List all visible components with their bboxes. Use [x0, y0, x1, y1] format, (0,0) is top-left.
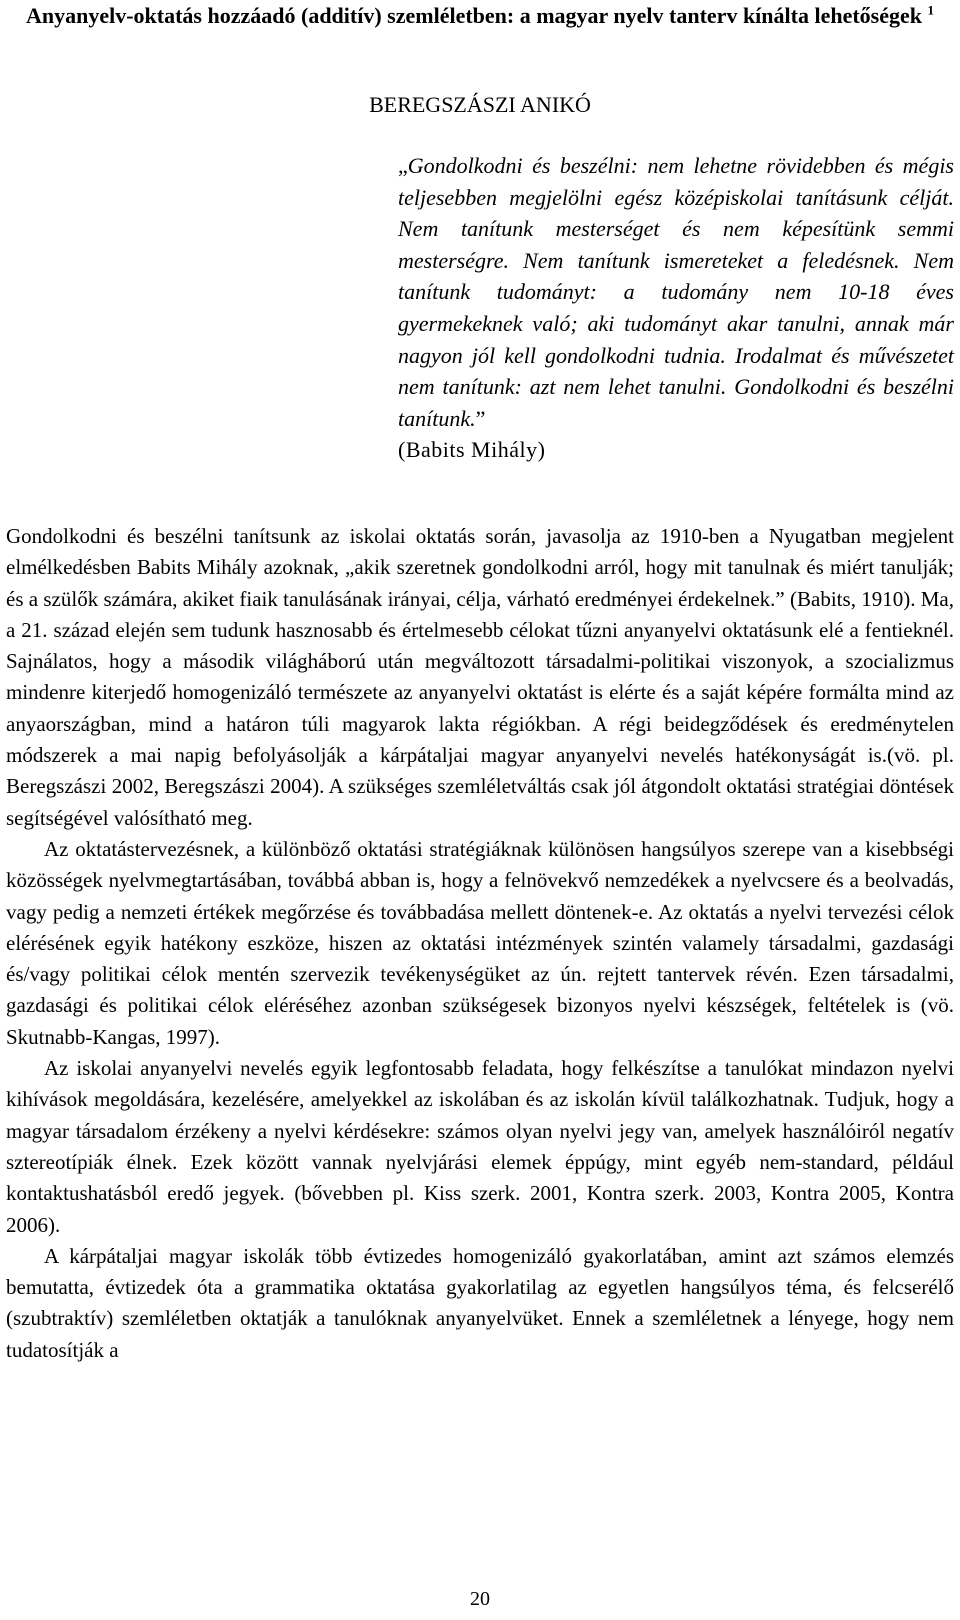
page-number: 20 — [470, 1588, 490, 1610]
footnote-marker[interactable]: 1 — [927, 2, 935, 18]
document-title — [6, 0, 954, 31]
paragraph-3: Az iskolai anyanyelvi nevelés egyik legfontosabb feladata, hogy felkészítse a tanulókat mindazon nyelvi kihívások megoldására, kezelésére, amelyekkel az iskolában és az iskolán kívül találkozhatnak. Tudjuk, hogy a magyar társadalom érzékeny a nyelvi kérdésekre: számos olyan nyelvi jegy van, amelyek használóiról negatív sztereotípiák élnek. Ezek között vannak nyelvjárási elemek éppúgy, mint egyéb nem-standard, például kontaktushatásból eredő jegyek. (bővebben pl. Kiss szerk. 2001, Kontra szerk. 2003, Kontra 2005, Kontra 2006). — [6, 1056, 954, 1237]
epigraph-source: (Babits Mihály) — [398, 437, 546, 463]
epigraph-open-quote: „ — [398, 153, 408, 178]
epigraph-close-quote: ” — [475, 405, 486, 431]
paragraph-4: A kárpátaljai magyar iskolák több évtizedes homogenizáló gyakorlatában, amint azt számos elemzés bemutatta, évtizedek óta a grammatika oktatása gyakorlatilag az egyetlen hangsúlyos téma, és felcserélő (szubtraktív) szemléletben oktatják a tanulóknak anyanyelvüket. Ennek a szemléletnek a lényege, hogy nem tudatosítják a — [6, 1243, 954, 1362]
epigraph — [398, 150, 954, 466]
paragraph-2: Az oktatástervezésnek, a különböző oktatási stratégiáknak különösen hangsúlyos szerepe van a kisebbségi közösségek nyelvmegtartásában, továbbá abban is, hogy a felnövekvő nemzedékek a nyelvcsere és a beolvadás, vagy pedig a nemzeti értékek megőrzése és továbbadása mellett döntenek-e. Az oktatás a nyelvi tervezési célok elérésének egyik hatékony eszköze, hiszen az oktatási intézmények szintén valamely társadalmi, gazdasági és/vagy politikai célok mentén szervezik tevékenységüket az ún. rejtett tantervek révén. Ezen társadalmi, gazdasági és politikai célok eléréséhez azonban szükségesek bizonyos nyelvi készségek, feltételek is (vö. Skutnabb-Kangas, 1997). — [6, 836, 954, 1049]
epigraph-text: Gondolkodni és beszélni: nem lehetne rövidebben és mégis teljesebben megjelölni egész középiskolai tanításunk célját. Nem tanítunk mesterséget és nem képesítünk semmi mesterségre. Nem tanítunk ismereteket a feledésnek. Nem tanítunk tudományt: a tudomány nem 10-18 éves gyermekeknek való; aki tudományt akar tanulni, annak már nagyon jól kell gondolkodni tudnia. Irodalmat és művészetet nem tanítunk: azt nem lehet tanulni. Gondolkodni és beszélni tanítunk. — [398, 153, 954, 431]
author-name: BEREGSZÁSZI ANIKÓ — [369, 92, 591, 117]
paragraph-1: Gondolkodni és beszélni tanítsunk az iskolai oktatás során, javasolja az 1910-ben a Nyugatban megjelent elmélkedésben Babits Mihály azoknak, „akik szeretnek gondolkodni arról, hogy mit tanulnak és miért tanulják; és a szülők számára, akiket fiaik tanulásának irányai, célja, várható eredményei érdekelnek.” (Babits, 1910). Ma, a 21. század elején sem tudunk hasznosabb és értelmesebb célokat tűzni anyanyelvi oktatásunk elé a fentieknél. Sajnálatos, hogy a második világháború után megváltozott társadalmi-politikai viszonyok, a szocializmus mindenre kiterjedő homogenizáló természete az anyanyelvi oktatást is elérte és a saját képére formálta mind az anyaországban, mind a határon túli magyarok lakta régiókban. A régi beidegződések és eredménytelen módszerek a mai napig befolyásolják a kárpátaljai magyar anyanyelvi nevelés hatékonyságát is.(vö. pl. Beregszászi 2002, Beregszászi 2004). A szükséges szemléletváltás csak jól átgondolt oktatási stratégiai döntések segítségével valósítható meg. — [6, 524, 954, 830]
document-title-text: Anyanyelv-oktatás hozzáadó (additív) szemléletben: a magyar nyelv tanterv kínálta lehetőségek — [25, 3, 923, 28]
body-text — [6, 521, 954, 1366]
